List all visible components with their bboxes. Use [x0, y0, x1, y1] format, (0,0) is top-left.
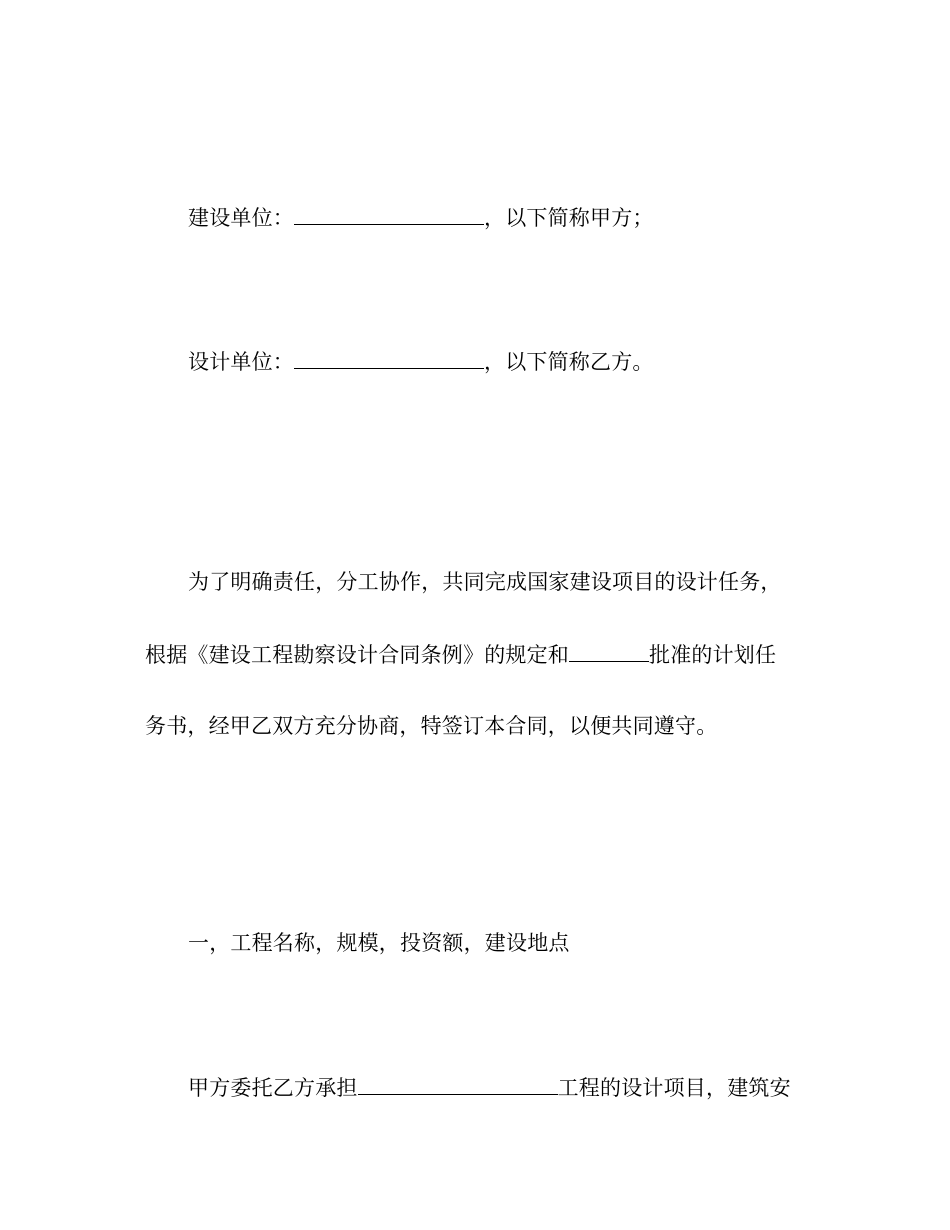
party-b-suffix: ，以下简称乙方。	[484, 350, 654, 374]
preamble-line-2-before: 根据《建设工程勘察设计合同条例》的规定和	[145, 643, 569, 667]
preamble-line-3: 务书，经甲乙双方充分协商，特签订本合同，以便共同遵守。	[145, 714, 718, 738]
section-1-body	[188, 1074, 791, 1102]
party-a-blank	[294, 204, 484, 225]
section-1-body-before: 甲方委托乙方承担	[188, 1076, 358, 1100]
party-a-line	[188, 204, 654, 232]
project-name-blank	[358, 1074, 558, 1095]
preamble-line-1: 为了明确责任，分工协作，共同完成国家建设项目的设计任务，	[188, 570, 782, 594]
party-a-suffix: ，以下简称甲方；	[484, 206, 654, 230]
party-b-blank	[294, 348, 484, 369]
party-b-line	[188, 348, 654, 376]
section-1-heading: 一，工程名称，规模，投资额，建设地点	[188, 931, 570, 955]
preamble-line-2-after: 批准的计划任	[649, 643, 777, 667]
party-b-label: 设计单位：	[188, 350, 294, 374]
party-a-label: 建设单位：	[188, 206, 294, 230]
preamble-line-2	[145, 641, 776, 669]
approval-authority-blank	[569, 641, 649, 662]
section-1-body-after: 工程的设计项目，建筑安	[557, 1076, 791, 1100]
